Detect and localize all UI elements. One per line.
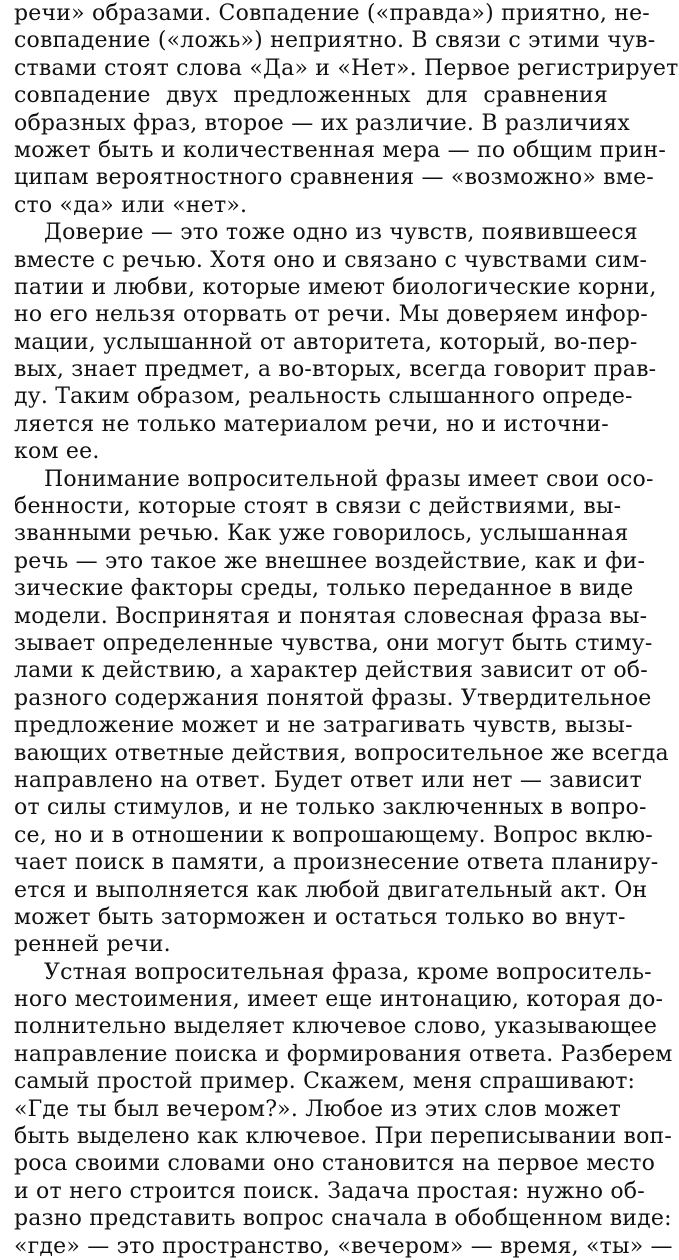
text-line: может быть заторможен и остаться только во внут- xyxy=(14,904,626,930)
text-line: ду. Таким образом, реальность слышанного опреде- xyxy=(14,384,633,410)
text-line: от силы стимулов, и не только заключенных в вопро- xyxy=(14,795,647,821)
text-line: и от него строится поиск. Задача простая: нужно об- xyxy=(14,1178,645,1204)
text-line: зические факторы среды, только переданное в виде xyxy=(14,576,634,602)
text-line: направлено на ответ. Будет ответ или нет — зависит xyxy=(14,767,642,793)
text-line: званными речью. Как уже говорилось, услышанная xyxy=(14,521,629,547)
text-line: Доверие — это тоже одно из чувств, появившееся xyxy=(44,220,638,246)
text-line: но его нельзя оторвать от речи. Мы доверяем инфор- xyxy=(14,302,648,328)
paragraph xyxy=(14,0,679,219)
text-line: ренней речи. xyxy=(14,932,171,958)
text-line: зывает определенные чувства, они могут быть стиму- xyxy=(14,630,653,656)
text-line: ется и выполняется как любой двигательный акт. Он xyxy=(14,877,648,903)
text-line: Устная вопросительная фраза, кроме вопроситель- xyxy=(44,959,652,985)
text-line: ствами стоят слова «Да» и «Нет». Первое регистрирует xyxy=(14,55,679,81)
text-line: чает поиск в памяти, а произнесение ответа планиру- xyxy=(14,850,659,876)
text-line: совпадение («ложь») неприятно. В связи с этими чув- xyxy=(14,28,656,54)
text-line: разно представить вопрос сначала в обобщенном виде: xyxy=(14,1206,672,1232)
paragraph xyxy=(14,219,657,466)
text-line: модели. Воспринятая и понятая словесная фраза вы- xyxy=(14,603,648,629)
text-line: полнительно выделяет ключевое слово, указывающее xyxy=(14,1014,658,1040)
text-line: ципам вероятностного сравнения — «возможно» вме- xyxy=(14,165,654,191)
text-line: бенности, которые стоят в связи с действиями, вы- xyxy=(14,494,622,520)
text-line: ляется не только материалом речи, но и источни- xyxy=(14,411,609,437)
text-line: «где» — это пространство, «вечером» — время, «ты» — xyxy=(14,1233,673,1259)
text-line: се, но и в отношении к вопрошающему. Вопрос вклю- xyxy=(14,822,653,848)
text-line: лами к действию, а характер действия зависит от об- xyxy=(14,658,648,684)
text-line: предложение может и не затрагивать чувств, вызы- xyxy=(14,713,633,739)
text-line: вающих ответные действия, вопросительное же всегда xyxy=(14,740,669,766)
text-line: быть выделено как ключевое. При переписывании воп- xyxy=(14,1124,673,1150)
text-line: «Где ты был вечером?». Любое из этих слов может xyxy=(14,1096,621,1122)
text-line: может быть и количественная мера — по общим прин- xyxy=(14,137,666,163)
text-line: совпадение двух предложенных для сравнения xyxy=(14,83,608,109)
text-line: разного содержания понятой фразы. Утвердительное xyxy=(14,685,652,711)
text-line: образных фраз, второе — их различие. В различиях xyxy=(14,110,631,136)
text-line: направление поиска и формирования ответа. Разберем xyxy=(14,1041,673,1067)
text-line: речь — это такое же внешнее воздействие, как и фи- xyxy=(14,548,646,574)
text-line: самый простой пример. Скажем, меня спрашивают: xyxy=(14,1069,636,1095)
paragraph xyxy=(14,959,673,1260)
text-line: роса своими словами оно становится на первое место xyxy=(14,1151,656,1177)
text-line: патии и любви, которые имеют биологические корни, xyxy=(14,274,657,300)
paragraph xyxy=(14,466,669,959)
text-line: сто «да» или «нет». xyxy=(14,192,248,218)
text-line: мации, услышанной от авторитета, который, во-пер- xyxy=(14,329,638,355)
text-line: вместе с речью. Хотя оно и связано с чувствами сим- xyxy=(14,247,648,273)
text-line: Понимание вопросительной фразы имеет свои осо- xyxy=(44,466,654,492)
text-line: речи» образами. Совпадение («правда») приятно, не- xyxy=(14,1,650,26)
text-line: ком ее. xyxy=(14,439,100,465)
text-line: вых, знает предмет, а во-вторых, всегда говорит прав- xyxy=(14,357,657,383)
text-line: ного местоимения, имеет еще интонацию, которая до- xyxy=(14,987,664,1013)
